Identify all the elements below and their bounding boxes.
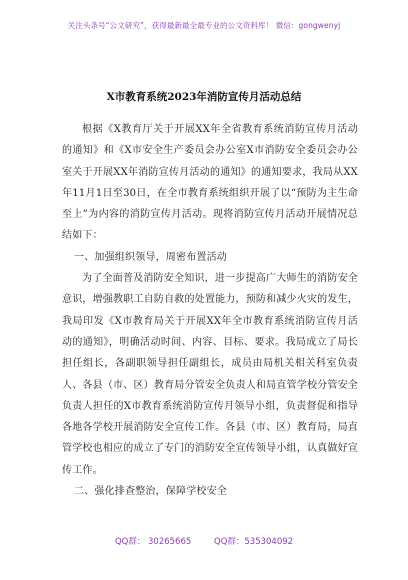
document-body bbox=[62, 119, 358, 502]
document-title: X市教育系统2023年消防宣传月活动总结 bbox=[106, 91, 302, 103]
section-heading-1: 一、加强组织领导，周密布置活动 bbox=[74, 251, 227, 263]
paragraph-intro: 根据《X教育厅关于开展XX年全省教育系统消防宣传月活动的通知》和《X市安全生产委员会办公室X市消防安全委员会办公室关于开展XX年消防宣传月活动的通知》的通知要求，我局从XX年11月1日至30日，在全市教育系统组织开展了以“预防为主生命至上”为内容的消防宣传月活动。现将消防宣传月活动开展情况总结如下： bbox=[62, 124, 358, 242]
footer-qq-group-1: QQ群： 30265665 bbox=[114, 537, 192, 547]
header-banner: 关注头条号“公文研究”，获得最新最全最专业的公文资料库！ 微信：gongwenyj bbox=[67, 21, 341, 30]
footer-banner bbox=[0, 535, 408, 547]
paragraph-section-1: 为了全面普及消防安全知识，进一步提高广大师生的消防安全意识，增强教职工自防自救的处置能力，预防和减少火灾的发生，我局印发《X市教育局关于开展XX年全市教育系统消防宣传月活动的通知》，明确活动时间、内容、目标、要求。我局成立了局长担任组长，各副职领导担任副组长，成员由局机关相关科室负责人、各县（市、区）教育局分管安全负责人和局直管学校分管安全负责人担任的X市教育系统消防宣传月领导小组，负责督促和指导各地各学校开展消防安全宣传工作。各县（市、区）教育局，局直管学校也相应的成立了专门的消防安全宣传领导小组，认真做好宣传工作。 bbox=[62, 273, 358, 476]
footer-qq-group-2: QQ群：535304092 bbox=[214, 537, 294, 547]
section-heading-2: 二、强化排查整治，保障学校安全 bbox=[74, 486, 227, 498]
